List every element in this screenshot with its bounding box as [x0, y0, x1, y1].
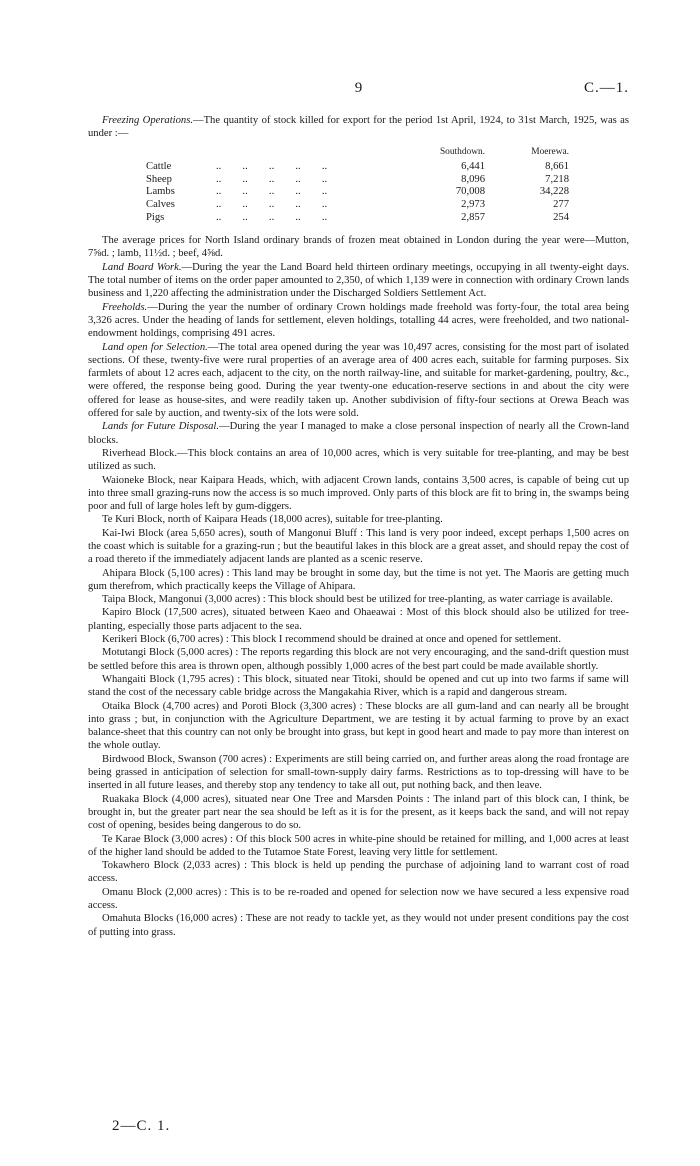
column-southdown: Southdown. [439, 146, 485, 157]
block-omahuta: Omahuta Blocks (16,000 acres) : These are not ready to tackle yet, as they would not under present conditions pay the cost of putting into grass. [88, 913, 629, 938]
southdown-value: 8,096 [461, 173, 485, 185]
table-row [146, 199, 569, 212]
paragraph-future-disposal [88, 420, 629, 447]
moerewa-value: 277 [553, 198, 569, 210]
text-future-disposal: —During the year I managed to make a close personal inspection of nearly all the Crown-land blocks. [88, 421, 629, 446]
block-kai-iwi: Kai-Iwi Block (area 5,650 acres), south of Mangonui Bluff : This land is very poor indeed, except perhaps 1,500 acres on the coast which is suitable for a grazing-run ; but the beautiful lakes in this block are a great asset, and should repay the cost of a road thereto if the immediately adjacent lands are planted as a scenic reserve. [88, 527, 629, 566]
table-row [146, 212, 569, 225]
row-label: Calves [146, 198, 175, 210]
leader-dots: .. .. .. .. .. [208, 211, 328, 223]
paragraph-freezing [88, 114, 629, 141]
leader-dots: .. .. .. .. .. [208, 186, 328, 198]
southdown-value: 6,441 [461, 161, 485, 173]
document-reference: C.—1. [583, 80, 629, 96]
block-ruakaka: Ruakaka Block (4,000 acres), situated near One Tree and Marsden Points : The inland part of this block can, I think, be brought in, but the greater part near the sea should be left as it is for the present, as it keeps back the sand, and will not repay cost of opening, besides being dangerous to do so. [88, 793, 629, 832]
stock-table [146, 146, 569, 225]
moerewa-value: 8,661 [545, 161, 569, 173]
block-whangaiti: Whangaiti Block (1,795 acres) : This block, situated near Titoki, should be opened and cut up into two farms if same will stand the cost of the necessary cable bridge across the Mangakahia River, which is a rapid and dangerous stream. [88, 673, 629, 699]
southdown-value: 2,973 [461, 198, 485, 210]
block-waioneke: Waioneke Block, near Kaipara Heads, which, with adjacent Crown lands, contains 3,500 acres, is capable of being cut up into three small grazing-runs now the access is so much improved. Only parts of this block are fit to bring in, the swamps being poor and full of large holes left by gum-diggers. [88, 474, 629, 513]
block-motutangi: Motutangi Block (5,000 acres) : The reports regarding this block are not very encouraging, and the sand-drift question must be settled before this area is thrown open, although possibly 1,000 acres of the best part could be made available shortly. [88, 647, 629, 672]
row-label: Cattle [146, 161, 172, 173]
moerewa-value: 7,218 [545, 173, 569, 185]
block-tokawhero: Tokawhero Block (2,033 acres) : This block is held up pending the purchase of adjoining land to warrant cost of road access. [88, 860, 629, 885]
heading-land-board: Land Board Work. [102, 261, 182, 273]
page-number: 9 [354, 80, 363, 96]
block-kapiro: Kapiro Block (17,500 acres), situated between Kaeo and Ohaeawai : Most of this block should also be utilized for tree-planting, especially those parts adjacent to the sea. [88, 607, 629, 632]
moerewa-value: 254 [553, 211, 569, 223]
document-body [88, 114, 629, 939]
paragraph-selection [88, 341, 629, 421]
heading-future-disposal: Lands for Future Disposal. [102, 421, 220, 433]
block-ahipara: Ahipara Block (5,100 acres) : This land may be brought in some day, but the time is not yet. The Maoris are getting much gum therefrom, which practically keeps the Village of Ahipara. [88, 567, 629, 592]
page-header [88, 80, 629, 100]
text-selection: —The total area opened during the year was 10,497 acres, consisting for the most part of isolated sections. Of these, twenty-five were rural properties of an average area of 400 acres each, suitable for farming purposes. Six farmlets of about 12 acres each, adjacent to the city, on the north railway-line, and suitable for market-gardening, poultry, &c., were offered, the response being good. During the year twenty-one education-reserve sections in and about the city were offered for lease as house-sites, and were readily taken up. Another subdivision of fifty-four sections at Orewa Beach was offered for sale by auction, and twenty-six of the lots were sold. [88, 341, 629, 420]
leader-dots: .. .. .. .. .. [208, 173, 328, 185]
paragraph-land-board [88, 261, 629, 301]
moerewa-value: 34,228 [539, 186, 569, 198]
southdown-value: 2,857 [461, 211, 485, 223]
paragraph-prices: The average prices for North Island ordinary brands of frozen meat obtained in London during the year were—Mutton, 7⅝d. ; lamb, 11½d. ; beef, 4⅝d. [88, 235, 629, 260]
text-freeholds: —During the year the number of ordinary Crown holdings made freehold was forty-four, the total area being 3,326 acres. Under the heading of lands for settlement, eleven holdings, totalling 44 acres, were freeholded, and two national-endowment holdings, comprising 491 acres. [88, 301, 629, 340]
block-riverhead: Riverhead Block.—This block contains an area of 10,000 acres, which is very suitable for tree-planting, and may be best utilized as such. [88, 447, 629, 473]
paragraph-freeholds [88, 301, 629, 341]
block-te-kuri: Te Kuri Block, north of Kaipara Heads (18,000 acres), suitable for tree-planting. [102, 514, 443, 526]
table-row [146, 186, 569, 199]
stock-table-header [146, 146, 569, 162]
row-label: Pigs [146, 211, 165, 223]
block-kerikeri: Kerikeri Block (6,700 acres) : This block I recommend should be drained at once and opened for settlement. [102, 634, 562, 646]
text-land-board: —During the year the Land Board held thirteen ordinary meetings, occupying in all twenty-eight days. The total number of items on the order paper amounted to 2,350, of which 1,139 were in connection with ordinary Crown lands business and 1,220 affecting the administration under the Discharged Soldiers Settlement Act. [88, 261, 630, 300]
row-label: Lambs [146, 186, 175, 198]
row-label: Sheep [146, 173, 172, 185]
block-birdwood: Birdwood Block, Swanson (700 acres) : Experiments are still being carried on, and further areas along the road frontage are being grassed in anticipation of selection for small-town-supply dairy farms. Restrictions as to top-dressing will have to be inserted in all future leases, and thereby stop any tendency to take all out, put nothing back, and then leave. [88, 753, 629, 792]
block-te-karae: Te Karae Block (3,000 acres) : Of this block 500 acres in white-pine should be retained for milling, and 1,000 acres at least of the higher land should be added to the Tutamoe State Forest, leaving very little for settlement. [88, 833, 629, 858]
table-row [146, 174, 569, 187]
table-row [146, 161, 569, 174]
heading-selection: Land open for Selection. [102, 341, 208, 353]
block-otaika-poroti: Otaika Block (4,700 acres) and Poroti Block (3,300 acres) : These blocks are all gum-land and can nearly all be brought into grass ; but, in conjunction with the Agriculture Department, we are testing it by actual farming to prove by an exact balance-sheet that this country can not only be brought into grass, but kept in good heart and made to pay more than interest on the whole outlay. [88, 700, 629, 752]
text-freezing: —The quantity of stock killed for export for the period 1st April, 1924, to 31st March, 1925, was as under :— [88, 115, 629, 140]
signature-mark: 2—C. 1. [112, 1118, 171, 1134]
leader-dots: .. .. .. .. .. [208, 161, 328, 173]
heading-freeholds: Freeholds. [102, 301, 148, 313]
leader-dots: .. .. .. .. .. [208, 198, 328, 210]
block-taipa: Taipa Block, Mangonui (3,000 acres) : This block should best be utilized for tree-planting, as water carriage is available. [102, 594, 613, 606]
heading-freezing: Freezing Operations. [102, 115, 193, 126]
southdown-value: 70,008 [455, 186, 485, 198]
column-moerewa: Moerewa. [531, 146, 569, 157]
block-omanu: Omanu Block (2,000 acres) : This is to be re-roaded and opened for selection now we have secured a less expensive road access. [88, 886, 629, 911]
